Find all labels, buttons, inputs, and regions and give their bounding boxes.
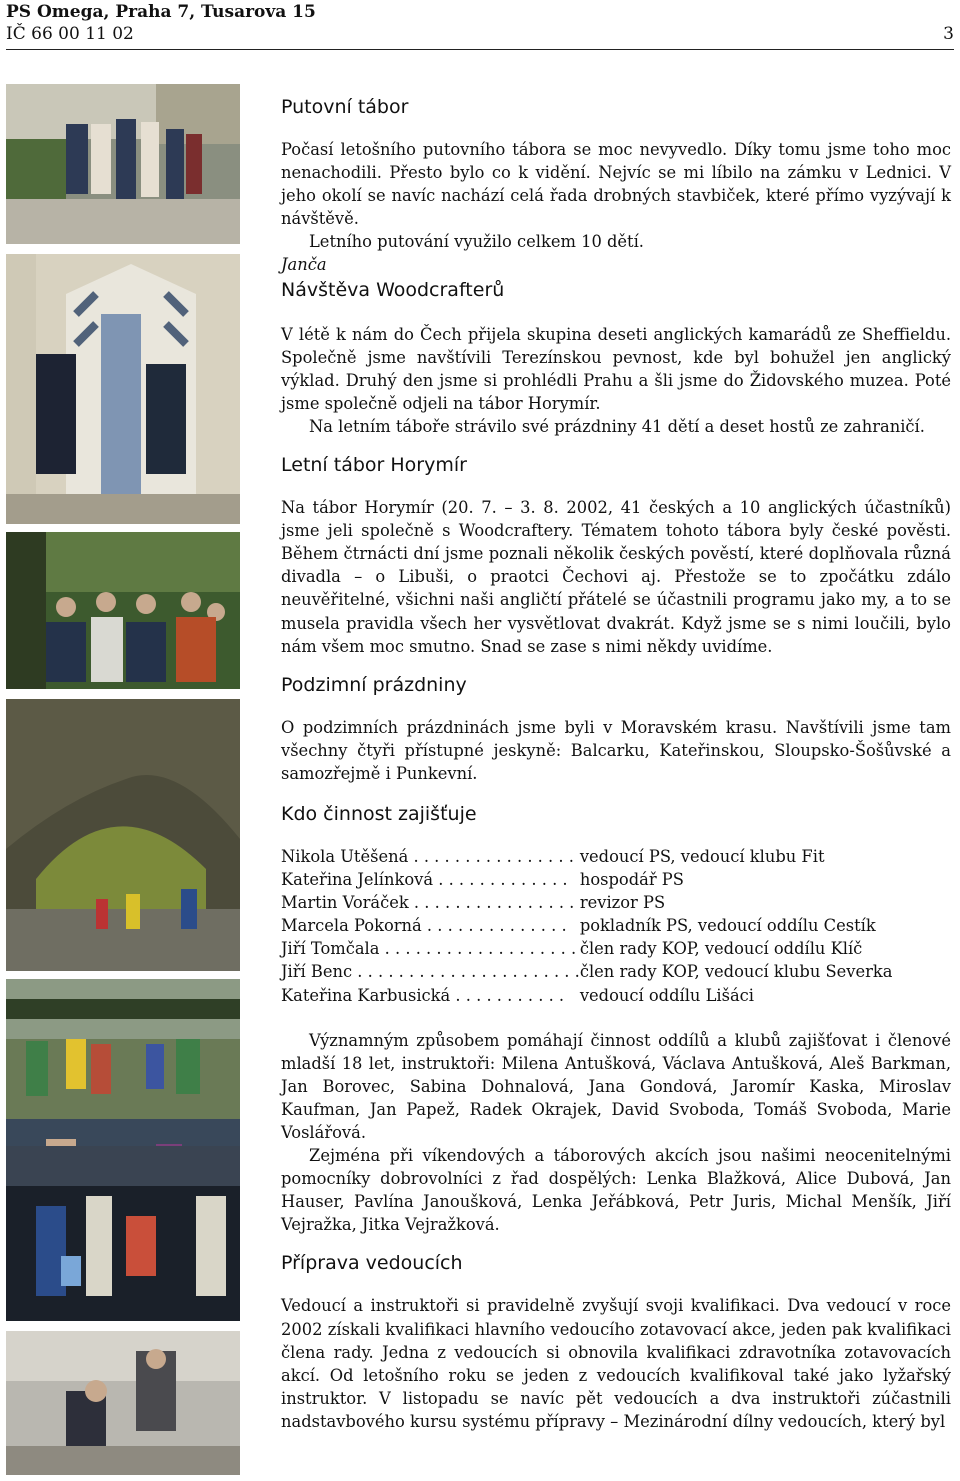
person-name xyxy=(281,845,580,868)
person-name-text: Kateřina Karbusická xyxy=(281,985,451,1005)
header-rule xyxy=(6,49,954,50)
leader-dots: . . . . . . . . . . . . . . xyxy=(421,916,567,936)
woodcrafteri-paragraph-2: Na letním táboře strávilo své prázdniny 41 dětí a deset hostů ze zahraničí. xyxy=(309,416,925,436)
leader-dots: . . . . . . . . . . . . . . . . xyxy=(408,846,574,866)
person-name xyxy=(281,914,580,937)
kdo-paragraph-2: Zejména při víkendových a táborových akcích jsou našimi neocenitelnými pomocníky dobrovolníci z řad dospělých: Lenka Blažková, Alice Dubová, Jan Hauser, Pavlína Janoušková, Lenka Jeřábková, Petr Juris, Michal Menšík, Jiří Vejražka, Jitka Vejražková. xyxy=(281,1146,951,1235)
page-header xyxy=(6,0,954,50)
podzimni-paragraph-1: O podzimních prázdninách jsme byli v Moravském krasu. Navštívili jsme tam všechny čtyři přístupné jeskyně: Balcarku, Kateřinskou, Sloupsko-Šošůvské a samozřejmě i Punkevní. xyxy=(281,717,951,783)
person-name-text: Jiří Tomčala xyxy=(281,939,380,959)
priprava-paragraph-1: Vedoucí a instruktoři si pravidelně zvyšují svoji kvalifikaci. Dva vedoucí v roce 2002 získali kvalifikaci hlavního vedoucího zotavovací akce, jeden pak kvalifikaci člena rady. Jedna z vedoucích si obnovila kvalifikaci zdravotníka zotavovacích akcí. Od letošního roku se jeden z vedoucích kvalifikoval také jako lyžařský instruktor. V listopadu se navíc pět vedoucích a dva instruktoři zúčastnili nadstavbového kursu systému přípravy – Mezinárodní dílny vedoucích, který byl xyxy=(281,1296,951,1431)
person-role: člen rady KOP, vedoucí oddílu Klíč xyxy=(579,939,863,959)
photo-workshop xyxy=(6,1331,240,1475)
person-name xyxy=(281,868,580,891)
person-name-text: Jiří Benc xyxy=(281,962,353,982)
putovni-paragraph-2: Letního putování využilo celkem 10 dětí. xyxy=(309,232,644,252)
person-name-text: Martin Voráček xyxy=(281,893,409,913)
person-name xyxy=(281,891,580,914)
section-title-horymir: Letní tábor Horymír xyxy=(281,454,467,477)
leader-dots: . . . . . . . . . . . xyxy=(450,985,565,1005)
person-role: vedoucí PS, vedoucí klubu Fit xyxy=(579,846,825,866)
person-role: vedoucí oddílu Lišáci xyxy=(579,985,755,1005)
person-name xyxy=(281,937,580,960)
main-text xyxy=(281,84,951,1433)
org-name: PS Omega, Praha 7, Tusarova 15 xyxy=(6,2,316,22)
leader-dots: . . . . . . . . . . . . . . . . xyxy=(408,893,575,913)
table-row xyxy=(281,960,892,983)
putovni-signature: Janča xyxy=(281,255,327,275)
person-role: pokladník PS, vedoucí oddílu Cestík xyxy=(579,916,876,936)
page-number: 3 xyxy=(943,24,954,44)
photo-group-sitting xyxy=(6,532,240,689)
org-id: IČ 66 00 11 02 xyxy=(6,24,134,44)
table-row xyxy=(281,914,892,937)
leader-dots: . . . . . . . . . . . . . xyxy=(433,870,568,890)
section-title-priprava: Příprava vedoucích xyxy=(281,1252,463,1275)
photo-hikers xyxy=(6,84,240,244)
table-row xyxy=(281,891,892,914)
kdo-paragraph-1: Významným způsobem pomáhají činnost oddílů a klubů zajišťovat i členové mladší 18 let, instruktoři: Milena Antušková, Václava Antušková, Aleš Barkman, Jan Borovec, Sabina Dohnalová, Jana Gondová, Jaromír Kaska, Miroslav Kaufman, Jan Papež, Radek Okrajek, David Svoboda, Tomáš Svoboda, Marie Voslářová. xyxy=(281,1030,951,1142)
person-name-text: Marcela Pokorná xyxy=(281,916,422,936)
table-row xyxy=(281,845,892,868)
section-title-putovni: Putovní tábor xyxy=(281,96,409,118)
leader-dots: . . . . . . . . . . . . . . . . . . . xyxy=(379,939,577,959)
table-row xyxy=(281,937,892,960)
person-role: člen rady KOP, vedoucí klubu Severka xyxy=(579,962,893,982)
person-name-text: Kateřina Jelínková xyxy=(281,870,434,890)
people-table xyxy=(281,845,892,1007)
section-title-woodcrafteri: Návštěva Woodcrafterů xyxy=(281,278,505,301)
table-row xyxy=(281,868,892,891)
person-name xyxy=(281,984,580,1007)
horymir-paragraph-1: Na tábor Horymír (20. 7. – 3. 8. 2002, 41 českých a 10 anglických účastníků) jsme jeli společně s Woodcraftery. Tématem tohoto tábora byly české pověsti. Během čtrnácti dní jsme poznali několik českých pověstí, které doplňovala různá divadla – o Libuši, o praotci Čechovi aj. Přestože se to zpočátku zdálo neuvěřitelné, všichni naši angličtí přátelé se účastnili programu jako my, a to se musela pravidla všech her vysvětlovat dvakrát. Když jsme se s nimi loučili, bylo nám všem moc smutno. Snad se zase s nimi někdy uvidíme. xyxy=(281,498,951,656)
leader-dots: . . . . . . . . . . . . . . . . . . . . . . xyxy=(352,962,580,982)
table-row xyxy=(281,984,892,1007)
person-role: hospodář PS xyxy=(579,870,684,890)
section-title-kdo: Kdo činnost zajišťuje xyxy=(281,802,477,825)
woodcrafteri-paragraph-1: V létě k nám do Čech přijela skupina deseti anglických kamarádů ze Sheffieldu. Společně jsme navštívili Terezínskou pevnost, kde byl bohužel jen anglický výklad. Druhý den jsme si prohlédli Prahu a šli jsme do Židovského muzea. Poté jsme společně odjeli na tábor Horymír. xyxy=(281,324,951,413)
person-name-text: Nikola Utěšená xyxy=(281,846,409,866)
photo-guard xyxy=(6,254,240,524)
photo-cave xyxy=(6,699,240,971)
person-name xyxy=(281,960,580,983)
putovni-paragraph-1: Počasí letošního putovního tábora se moc nevyvedlo. Díky tomu jsme toho moc nenachodili. Přesto bylo co k vidění. Nejvíc se mi líbilo na zámku v Lednici. V jeho okolí se navíc nachází celá řada drobných stavbiček, které přímo vyzývají k návštěvě. xyxy=(281,140,951,229)
person-role: revizor PS xyxy=(579,893,666,913)
section-title-podzimni: Podzimní prázdniny xyxy=(281,673,467,696)
photo-group-bending xyxy=(6,1146,240,1321)
